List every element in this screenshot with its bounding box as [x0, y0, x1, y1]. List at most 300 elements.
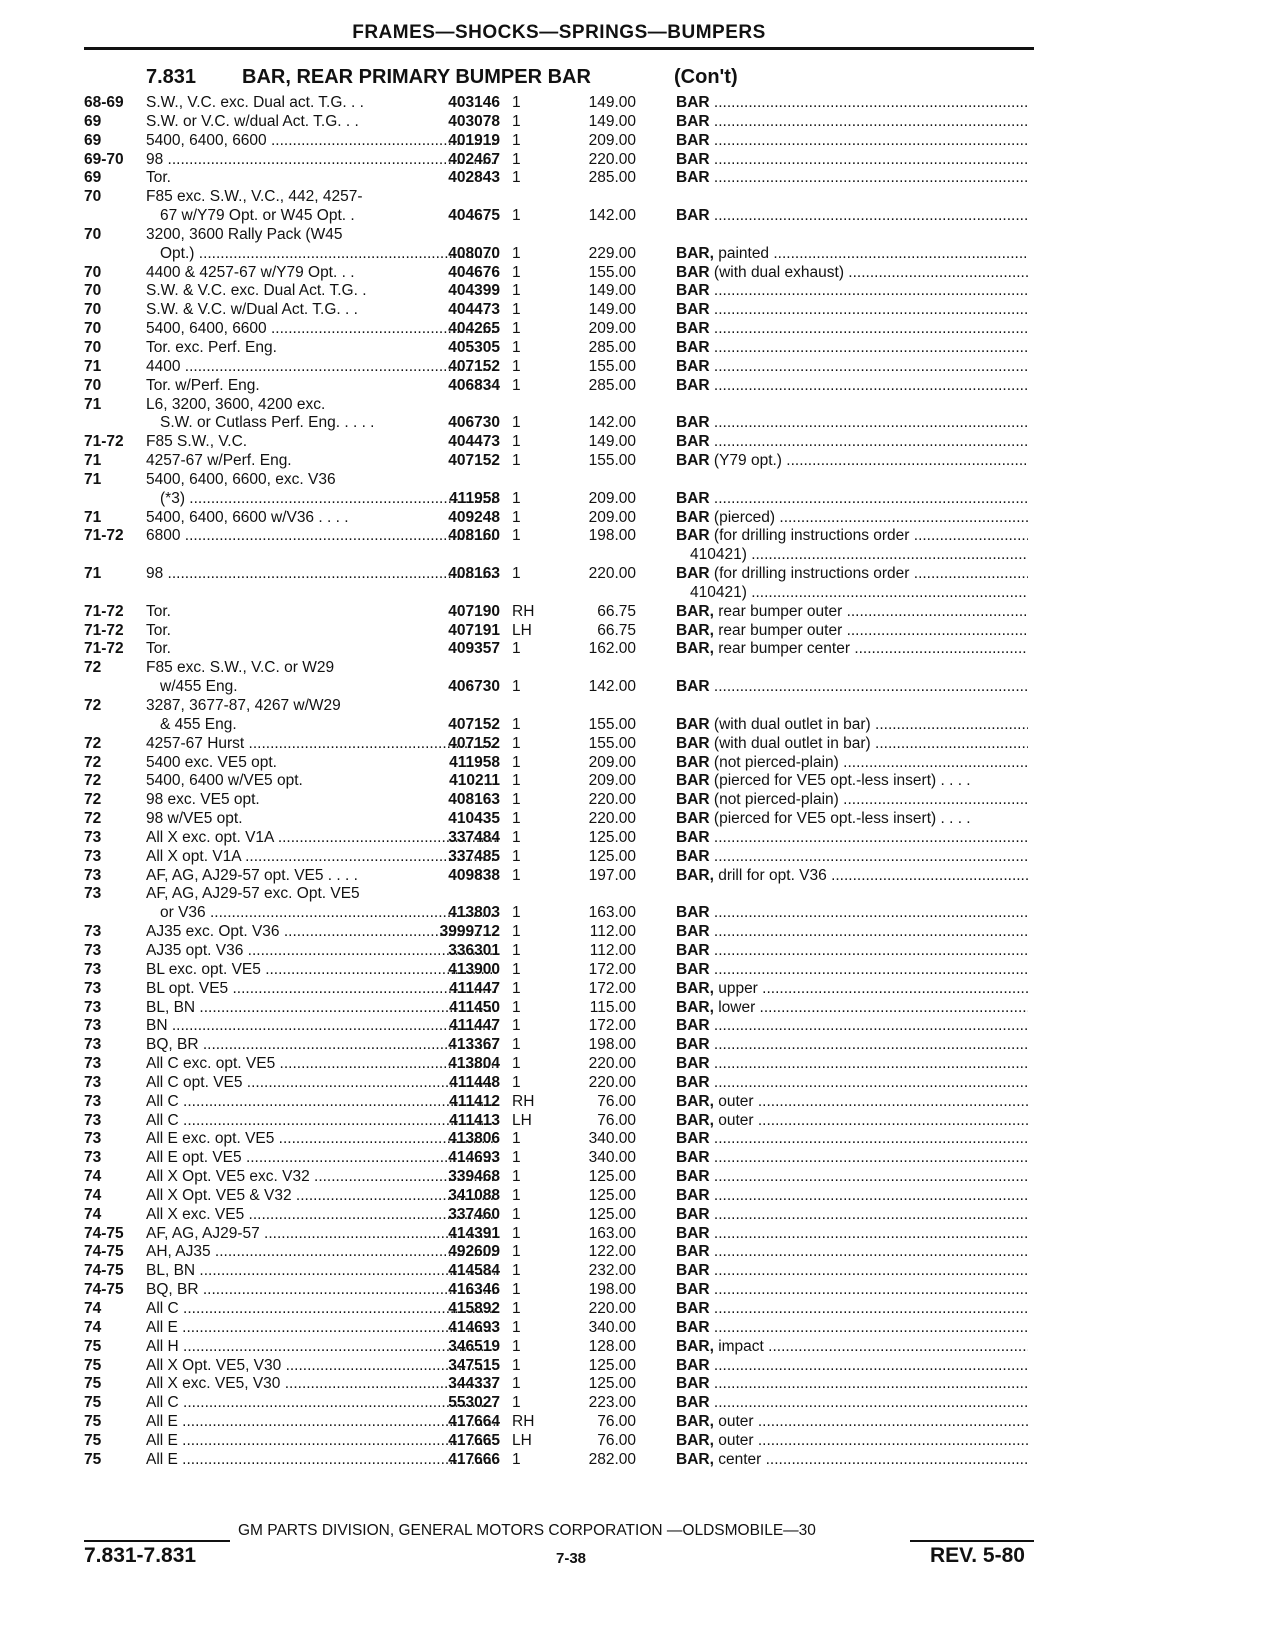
list-price: 66.75 [597, 621, 636, 639]
part-name [676, 961, 1028, 980]
part-name-bold: BAR [676, 357, 710, 375]
part-number: 407191 [448, 621, 500, 639]
part-name [676, 810, 1028, 829]
model-year: 71-72 [84, 527, 124, 545]
part-name [676, 245, 1028, 264]
part-note: outer [718, 1431, 754, 1449]
table-row [84, 1451, 1044, 1470]
part-name [690, 546, 1028, 565]
part-name-bold: BAR [676, 489, 710, 507]
footer-rule-right [910, 1540, 1034, 1542]
part-name [676, 282, 1028, 301]
quantity: LH [512, 1431, 532, 1449]
part-note: (not pierced-plain) [713, 753, 839, 771]
model-year: 75 [84, 1413, 102, 1431]
part-number: 402467 [448, 150, 500, 168]
application-description: BQ, BR ..... [146, 1036, 496, 1055]
application-description: Tor. [146, 169, 171, 187]
application-description: 4257-67 w/Perf. Eng. [146, 452, 292, 470]
list-price: 125.00 [588, 1375, 636, 1393]
list-price: 122.00 [588, 1243, 636, 1261]
application-description: Opt.) ..... [160, 245, 496, 264]
quantity: 1 [512, 320, 521, 338]
part-number: 403146 [448, 94, 500, 111]
part-name [676, 1357, 1028, 1376]
section-name: BAR, REAR PRIMARY BUMPER BAR [242, 66, 591, 88]
quantity: 1 [512, 1262, 521, 1280]
list-price: 112.00 [589, 941, 636, 959]
part-name [676, 1168, 1028, 1187]
part-name-bold: BAR [676, 1281, 710, 1299]
model-year: 71 [84, 508, 102, 526]
list-price: 220.00 [588, 565, 636, 583]
list-price: 162.00 [588, 640, 636, 658]
model-year: 74-75 [84, 1262, 124, 1280]
table-row [84, 716, 1044, 735]
application-description: 3287, 3677-87, 4267 w/W29 [146, 697, 341, 714]
list-price: 285.00 [588, 338, 636, 356]
part-name-bold: BAR [676, 376, 710, 394]
part-note: (pierced for VE5 opt.-less insert) . . . . [713, 810, 971, 828]
table-row [84, 396, 1044, 415]
table-row [84, 433, 1044, 452]
part-number: 337484 [448, 828, 500, 846]
list-price: 220.00 [588, 1055, 636, 1073]
table-row [84, 471, 1044, 490]
part-name-bold: BAR [676, 169, 710, 187]
part-number: 344337 [448, 1375, 500, 1393]
part-number: 417665 [448, 1431, 500, 1449]
part-number: 411448 [449, 1073, 500, 1091]
part-note: outer [718, 1111, 754, 1129]
part-note: (for drilling instructions order [713, 565, 910, 583]
model-year: 73 [84, 828, 102, 846]
application-description: 5400, 6400 w/VE5 opt. [146, 772, 303, 790]
quantity: 1 [512, 979, 521, 997]
part-name [690, 584, 1028, 603]
header-rule [84, 47, 1034, 50]
list-price: 220.00 [588, 810, 636, 828]
footer-rule-left [84, 1540, 230, 1542]
model-year: 73 [84, 1092, 102, 1110]
part-name [676, 791, 1028, 810]
part-number: 407152 [448, 715, 500, 733]
part-name [676, 1055, 1028, 1074]
part-name [676, 527, 1028, 546]
table-row [84, 923, 1044, 942]
part-name [676, 414, 1028, 433]
table-row [84, 1074, 1044, 1093]
model-year: 71-72 [84, 621, 124, 639]
part-name-bold: BAR [676, 1186, 710, 1204]
model-year: 70 [84, 225, 102, 243]
application-description: BQ, BR ..... [146, 1281, 496, 1300]
list-price: 66.75 [597, 602, 636, 620]
part-name [676, 1225, 1028, 1244]
part-note: rear bumper center [718, 640, 851, 658]
quantity: 1 [512, 866, 521, 884]
part-number: 404473 [448, 301, 500, 319]
table-row [84, 1243, 1044, 1262]
table-row [84, 509, 1044, 528]
quantity: 1 [512, 1205, 521, 1223]
table-row [84, 1036, 1044, 1055]
part-name [676, 1451, 1028, 1470]
quantity: 1 [512, 207, 521, 225]
quantity: 1 [512, 640, 521, 658]
model-year: 71-72 [84, 602, 124, 620]
table-row [84, 961, 1044, 980]
table-row [84, 452, 1044, 471]
quantity: 1 [512, 772, 521, 790]
part-note: painted [718, 244, 770, 262]
quantity: 1 [512, 828, 521, 846]
part-number: 414391 [448, 1224, 500, 1242]
quantity: LH [512, 621, 532, 639]
part-name-bold: BAR [676, 1243, 710, 1261]
part-name [676, 433, 1028, 452]
application-description: All E opt. VE5 ..... [146, 1149, 496, 1168]
part-name-bold: BAR [676, 1055, 710, 1073]
table-row [84, 546, 1044, 565]
quantity: 1 [512, 1318, 521, 1336]
application-description: 5400, 6400, 6600 w/V36 . . . . [146, 508, 349, 526]
list-price: 115.00 [589, 998, 636, 1016]
application-description: All E ..... [146, 1451, 496, 1470]
list-price: 149.00 [588, 112, 636, 130]
part-name-bold: BAR [676, 678, 710, 696]
table-row [84, 1300, 1044, 1319]
application-description: 4257-67 Hurst ..... [146, 735, 496, 754]
table-row [84, 94, 1044, 113]
table-row [84, 640, 1044, 659]
model-year: 72 [84, 791, 102, 809]
part-name-bold: BAR [676, 753, 710, 771]
model-year: 74 [84, 1186, 102, 1204]
part-number: 405305 [448, 338, 500, 356]
list-price: 76.00 [597, 1431, 636, 1449]
part-name [676, 1206, 1028, 1225]
model-year: 74 [84, 1168, 102, 1186]
quantity: 1 [512, 301, 521, 319]
list-price: 285.00 [588, 169, 636, 187]
part-number: 407152 [448, 357, 500, 375]
list-price: 149.00 [588, 94, 636, 111]
list-price: 125.00 [588, 847, 636, 865]
table-row [84, 226, 1044, 245]
application-description: All C ..... [146, 1093, 496, 1112]
model-year: 71-72 [84, 433, 124, 451]
list-price: 340.00 [588, 1318, 636, 1336]
quantity: 1 [512, 376, 521, 394]
quantity: 1 [512, 941, 521, 959]
table-row [84, 1394, 1044, 1413]
quantity: 1 [512, 1149, 521, 1167]
part-note: impact [718, 1337, 764, 1355]
table-row [84, 848, 1044, 867]
application-description: F85 S.W., V.C. [146, 433, 248, 451]
model-year: 70 [84, 188, 102, 206]
part-name [676, 942, 1028, 961]
table-row [84, 659, 1044, 678]
quantity: 1 [512, 715, 521, 733]
quantity: 1 [512, 112, 521, 130]
list-price: 209.00 [588, 131, 636, 149]
part-note: rear bumper outer [718, 621, 843, 639]
model-year: 73 [84, 1055, 102, 1073]
part-name [676, 1413, 1028, 1432]
table-row [84, 829, 1044, 848]
model-year: 71 [84, 395, 102, 413]
revision-date: REV. 5-80 [930, 1544, 1025, 1567]
part-name [676, 1036, 1028, 1055]
application-description: (*3) ..... [160, 490, 496, 509]
model-year: 73 [84, 1017, 102, 1035]
part-name [676, 377, 1028, 396]
part-name-bold: BAR, [676, 1111, 714, 1129]
part-number: 410211 [449, 772, 500, 790]
table-row [84, 1281, 1044, 1300]
table-row [84, 207, 1044, 226]
list-price: 149.00 [588, 301, 636, 319]
quantity: 1 [512, 1224, 521, 1242]
part-name [676, 1149, 1028, 1168]
table-row [84, 377, 1044, 396]
application-description: All E ..... [146, 1432, 496, 1451]
application-description: All C ..... [146, 1394, 496, 1413]
application-description: AJ35 exc. Opt. V36 ..... [146, 923, 496, 942]
application-description: F85 exc. S.W., V.C. or W29 [146, 659, 335, 677]
part-name-bold: BAR, [676, 1337, 714, 1355]
part-name-bold: BAR [676, 904, 710, 922]
part-name-bold: BAR, [676, 979, 714, 997]
quantity: 1 [512, 357, 521, 375]
list-price: 142.00 [588, 678, 636, 696]
application-description: S.W., V.C. exc. Dual act. T.G. . . [146, 94, 364, 111]
quantity: 1 [512, 734, 521, 752]
page-header: FRAMES—SHOCKS—SPRINGS—BUMPERS [352, 22, 766, 43]
application-description: All X opt. V1A ..... [146, 848, 496, 867]
part-name-bold: BAR [676, 527, 710, 545]
model-year: 72 [84, 810, 102, 828]
part-number: 413803 [448, 904, 500, 922]
part-name [676, 132, 1028, 151]
part-name [676, 1074, 1028, 1093]
part-name [676, 509, 1028, 528]
part-number: 409357 [448, 640, 500, 658]
list-price: 209.00 [588, 772, 636, 790]
table-row [84, 527, 1044, 546]
part-name-bold: BAR [676, 320, 710, 338]
list-price: 198.00 [588, 1036, 636, 1054]
application-description: All C opt. VE5 ..... [146, 1074, 496, 1093]
quantity: LH [512, 1111, 532, 1129]
part-number: 347515 [448, 1356, 500, 1374]
model-year: 74-75 [84, 1243, 124, 1261]
part-name-bold: BAR [676, 112, 710, 130]
part-number: 409838 [448, 866, 500, 884]
model-year: 73 [84, 960, 102, 978]
list-price: 282.00 [588, 1450, 636, 1468]
table-row [84, 584, 1044, 603]
list-price: 76.00 [597, 1092, 636, 1110]
table-row [84, 697, 1044, 716]
table-row [84, 999, 1044, 1018]
quantity: 1 [512, 527, 521, 545]
application-description: All H ..... [146, 1338, 496, 1357]
table-row [84, 1130, 1044, 1149]
list-price: 209.00 [588, 508, 636, 526]
application-description: Tor. w/Perf. Eng. [146, 376, 260, 394]
model-year: 72 [84, 659, 102, 677]
application-description: All C ..... [146, 1112, 496, 1131]
list-price: 125.00 [588, 1168, 636, 1186]
model-year: 72 [84, 697, 102, 714]
part-number: 413806 [448, 1130, 500, 1148]
part-name [676, 754, 1028, 773]
table-row [84, 169, 1044, 188]
quantity: 1 [512, 150, 521, 168]
model-year: 73 [84, 866, 102, 884]
application-description: 67 w/Y79 Opt. or W45 Opt. . [160, 207, 355, 225]
part-number: 402843 [448, 169, 500, 187]
quantity: 1 [512, 1168, 521, 1186]
application-description: L6, 3200, 3600, 4200 exc. [146, 395, 326, 413]
part-name [676, 452, 1028, 471]
list-price: 340.00 [588, 1130, 636, 1148]
part-name-bold: BAR [676, 131, 710, 149]
part-name [676, 1262, 1028, 1281]
part-number: 553027 [448, 1394, 500, 1412]
table-row [84, 490, 1044, 509]
quantity: 1 [512, 489, 521, 507]
part-name [676, 113, 1028, 132]
part-name-bold: BAR [676, 338, 710, 356]
part-number: 410435 [448, 810, 500, 828]
application-description: 5400, 6400, 6600 ..... [146, 320, 496, 339]
part-name [676, 169, 1028, 188]
quantity: RH [512, 602, 535, 620]
list-price: 209.00 [588, 320, 636, 338]
part-name [676, 923, 1028, 942]
list-price: 125.00 [588, 1205, 636, 1223]
part-note: (pierced) [713, 508, 776, 526]
part-number: 409248 [448, 508, 500, 526]
application-description: All X Opt. VE5 exc. V32 ..... [146, 1168, 496, 1187]
part-name-bold: BAR [676, 565, 710, 583]
part-number: 411958 [449, 489, 500, 507]
part-name [676, 320, 1028, 339]
part-name [676, 1093, 1028, 1112]
list-price: 155.00 [588, 357, 636, 375]
table-row [84, 414, 1044, 433]
application-description: Tor. [146, 640, 171, 658]
part-name [676, 264, 1028, 283]
table-row [84, 678, 1044, 697]
quantity: 1 [512, 1300, 521, 1317]
application-description: BN ..... [146, 1017, 496, 1036]
quantity: 1 [512, 791, 521, 809]
list-price: 340.00 [588, 1149, 636, 1167]
part-name-bold: BAR, [676, 602, 714, 620]
table-row [84, 1112, 1044, 1131]
part-name-bold: BAR [676, 1375, 710, 1393]
model-year: 70 [84, 263, 102, 281]
list-price: 125.00 [588, 1356, 636, 1374]
model-year: 74 [84, 1205, 102, 1223]
application-description: 4400 ..... [146, 358, 496, 377]
list-price: 220.00 [588, 150, 636, 168]
part-name-bold: BAR [676, 847, 710, 865]
part-number: 406730 [448, 678, 500, 696]
quantity: 1 [512, 131, 521, 149]
list-price: 197.00 [588, 866, 636, 884]
table-row [84, 942, 1044, 961]
part-name [676, 716, 1028, 735]
quantity: 1 [512, 1356, 521, 1374]
application-description: BL opt. VE5 ..... [146, 980, 496, 999]
model-year: 73 [84, 885, 102, 903]
quantity: 1 [512, 263, 521, 281]
application-description: S.W. & V.C. w/Dual Act. T.G. . . [146, 301, 358, 319]
part-name [676, 999, 1028, 1018]
list-price: 76.00 [597, 1111, 636, 1129]
part-name-bold: BAR [676, 810, 710, 828]
part-number: 3999712 [439, 923, 500, 941]
application-description: All E ..... [146, 1413, 496, 1432]
part-name [676, 1187, 1028, 1206]
part-number: 404265 [448, 320, 500, 338]
model-year: 75 [84, 1356, 102, 1374]
footer-publisher: GM PARTS DIVISION, GENERAL MOTORS CORPORATION —OLDSMOBILE—30 [238, 1522, 816, 1539]
application-description: F85 exc. S.W., V.C., 442, 4257- [146, 188, 363, 206]
table-row [84, 1225, 1044, 1244]
part-name-bold: BAR [676, 1149, 710, 1167]
table-row [84, 1055, 1044, 1074]
quantity: 1 [512, 960, 521, 978]
part-name-bold: BAR, [676, 866, 714, 884]
part-number: 406730 [448, 414, 500, 432]
list-price: 142.00 [588, 207, 636, 225]
part-name-bold: BAR [676, 1262, 710, 1280]
part-name [676, 772, 1028, 791]
application-description: 5400, 6400, 6600 ..... [146, 132, 496, 151]
part-note: 410421) [690, 546, 747, 564]
part-number: 411447 [449, 1017, 500, 1035]
table-row [84, 339, 1044, 358]
part-name [676, 735, 1028, 754]
part-number: 413367 [448, 1036, 500, 1054]
quantity: 1 [512, 1337, 521, 1355]
application-description: All X Opt. VE5 & V32 ..... [146, 1187, 496, 1206]
quantity: 1 [512, 1073, 521, 1091]
table-row [84, 1093, 1044, 1112]
part-name-bold: BAR [676, 923, 710, 941]
table-row [84, 1017, 1044, 1036]
part-name [676, 867, 1028, 886]
application-description: 3200, 3600 Rally Pack (W45 [146, 225, 343, 243]
quantity: 1 [512, 753, 521, 771]
list-price: 155.00 [588, 452, 636, 470]
table-row [84, 904, 1044, 923]
part-note: (for drilling instructions order [713, 527, 910, 545]
list-price: 172.00 [588, 960, 636, 978]
table-row [84, 301, 1044, 320]
table-row [84, 1338, 1044, 1357]
quantity: 1 [512, 338, 521, 356]
table-row [84, 1149, 1044, 1168]
list-price: 220.00 [588, 1300, 636, 1317]
